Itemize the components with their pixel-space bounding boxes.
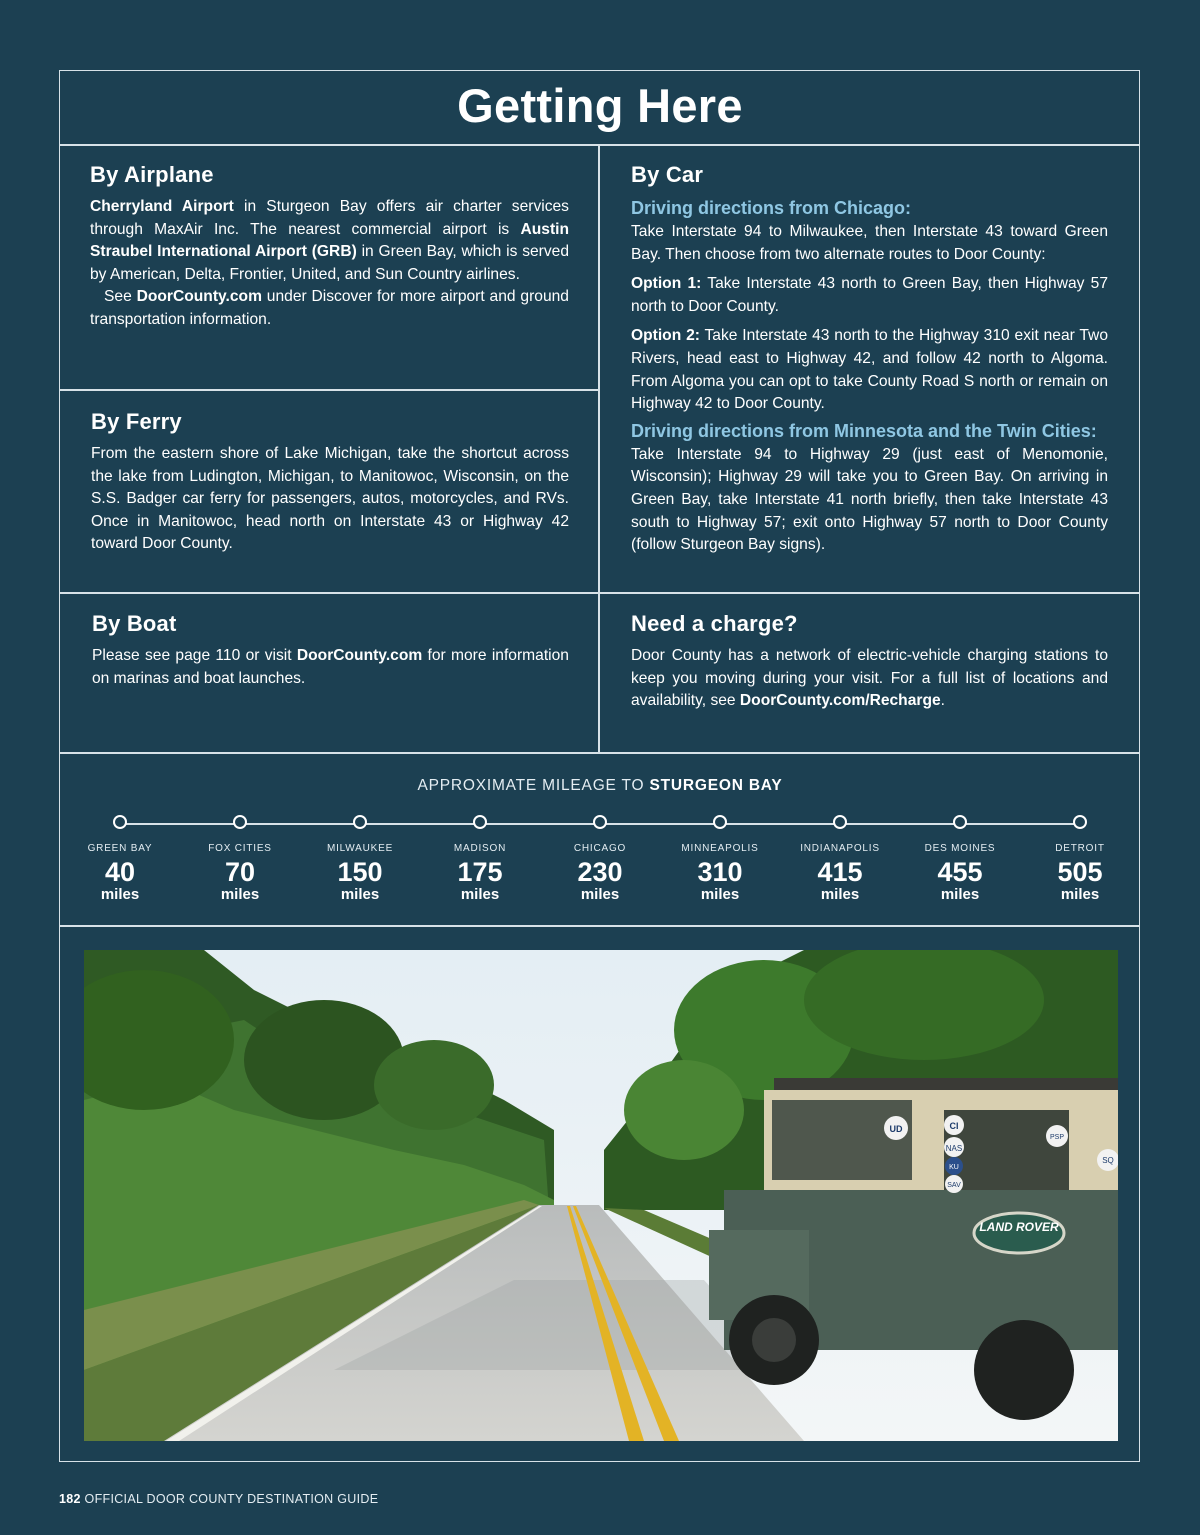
mileage-heading: APPROXIMATE MILEAGE TO STURGEON BAY [417, 777, 783, 794]
ferry-heading: By Ferry [91, 409, 182, 434]
stop-miles: 175 [457, 857, 503, 887]
section-airplane [90, 162, 569, 332]
section-charge [631, 611, 1108, 713]
stop-dot-icon [473, 815, 487, 829]
boat-paragraph: Please see page 110 or visit DoorCounty.com for more information on marinas and boat launches. [92, 647, 569, 687]
stop-city: MINNEAPOLIS [681, 843, 759, 854]
stop-miles: 40 [104, 857, 136, 887]
stop-unit: miles [460, 886, 500, 903]
section-boat [92, 611, 569, 690]
stop-miles: 230 [577, 857, 623, 887]
mileage-stop [900, 815, 1020, 902]
sticker-text: SAV [947, 1182, 961, 1189]
publication-name: OFFICIAL DOOR COUNTY DESTINATION GUIDE [84, 1492, 379, 1506]
mileage-stop [180, 815, 300, 902]
stop-dot-icon [953, 815, 967, 829]
vehicle-badge-text: LAND ROVER [979, 1220, 1059, 1234]
section-ferry [91, 409, 569, 556]
stop-dot-icon [593, 815, 607, 829]
divider-mileage-top [59, 752, 1140, 754]
stop-miles: 70 [224, 857, 256, 887]
car-heading: By Car [631, 162, 704, 187]
stop-dot-icon [1073, 815, 1087, 829]
doorcounty-link[interactable]: DoorCounty.com [296, 647, 423, 664]
stop-miles: 150 [337, 857, 383, 887]
stop-miles: 455 [937, 857, 983, 887]
charge-paragraph: Door County has a network of electric-vehicle charging stations to keep you moving during your visit. For a full list of locations and availability, see DoorCounty.com/Recharge. [631, 647, 1108, 710]
section-car [631, 162, 1108, 557]
stop-dot-icon [353, 815, 367, 829]
stop-dot-icon [233, 815, 247, 829]
stop-city: CHICAGO [573, 843, 627, 854]
page-title: Getting Here [457, 79, 743, 132]
sticker-text: UD [889, 1124, 903, 1134]
stop-unit: miles [340, 886, 380, 903]
boat-heading: By Boat [92, 611, 177, 636]
divider-title [59, 144, 1140, 146]
stop-dot-icon [113, 815, 127, 829]
stop-unit: miles [100, 886, 140, 903]
minnesota-directions-heading: Driving directions from Minnesota and the Twin Cities: [631, 420, 1097, 441]
stop-city: GREEN BAY [87, 843, 153, 854]
airplane-paragraph-2: See DoorCounty.com under Discover for more airport and ground transportation information. [90, 288, 569, 328]
mileage-stop [420, 815, 540, 902]
mileage-stop [1020, 815, 1140, 902]
charge-heading: Need a charge? [631, 611, 798, 636]
ferry-paragraph: From the eastern shore of Lake Michigan, take the shortcut across the lake from Ludington, Michigan, to Manitowoc, Wisconsin, on the S.S. Badger car ferry for passengers, autos, motorcycles, and RVs. Once in Manitowoc, head north on Interstate 43 or Highway 42 toward Door County. [91, 445, 569, 553]
stop-unit: miles [940, 886, 980, 903]
minnesota-directions-text: Take Interstate 94 to Highway 29 (just east of Menomonie, Wisconsin); Highway 29 will take you to Green Bay. On arriving in Green Bay, take Interstate 41 north briefly, then take Interstate 43 south to Highway 57; exit onto Highway 57 north to Door County (follow Sturgeon Bay signs). [631, 445, 1108, 554]
sticker-text: KU [949, 1164, 959, 1171]
stop-unit: miles [820, 886, 860, 903]
road-photo [84, 950, 1118, 1441]
mileage-stop [660, 815, 780, 902]
stop-city: DES MOINES [924, 843, 996, 854]
option-2: Option 2: Take Interstate 43 north to the Highway 310 exit near Two Rivers, head east to Highway 42, and follow 42 north to Algoma. From Algoma you can opt to take County Road S north or remain on Highway 42 to Door County. [631, 327, 1108, 413]
sticker-text: CI [949, 1121, 959, 1131]
page-number: 182 [59, 1492, 81, 1506]
option-1: Option 1: Take Interstate 43 north to Green Bay, then Highway 57 north to Door County. [631, 275, 1108, 315]
airplane-paragraph-1: Cherryland Airport in Sturgeon Bay offers air charter services through MaxAir Inc. The nearest commercial airport is Austin Straubel International Airport (GRB) in Green Bay, which is served by American, Delta, Frontier, United, and Sun Country airlines. [90, 198, 570, 283]
stop-dot-icon [713, 815, 727, 829]
mileage-stop [540, 815, 660, 902]
sticker-text: SQ [1102, 1156, 1114, 1165]
mileage-stop [60, 815, 180, 902]
chicago-directions-heading: Driving directions from Chicago: [631, 198, 912, 218]
stop-city: MILWAUKEE [326, 843, 394, 854]
stop-dot-icon [833, 815, 847, 829]
stop-unit: miles [700, 886, 740, 903]
stop-city: MADISON [453, 843, 507, 854]
stop-city: FOX CITIES [208, 843, 272, 854]
stop-city: INDIANAPOLIS [800, 843, 880, 854]
divider-airplane-ferry [59, 389, 599, 391]
divider-columns [598, 144, 600, 753]
sticker-text: NAS [945, 1144, 963, 1153]
stop-miles: 415 [817, 857, 863, 887]
stop-unit: miles [580, 886, 620, 903]
divider-mileage-bottom [59, 925, 1140, 927]
sticker-text: PSP [1049, 1134, 1065, 1141]
recharge-link[interactable]: DoorCounty.com/Recharge [739, 692, 941, 710]
stop-city: DETROIT [1055, 843, 1105, 854]
doorcounty-link[interactable]: DoorCounty.com [136, 288, 262, 306]
mileage-stop [780, 815, 900, 902]
stop-unit: miles [1060, 886, 1100, 903]
stop-miles: 310 [697, 857, 743, 887]
page-footer [59, 1492, 378, 1506]
road-photo-illustration [84, 950, 1118, 1441]
mileage-stop [300, 815, 420, 902]
airplane-heading: By Airplane [90, 162, 214, 187]
divider-middle [59, 592, 1140, 594]
stop-unit: miles [220, 886, 260, 903]
stop-miles: 505 [1057, 857, 1103, 887]
chicago-directions-text: Take Interstate 94 to Milwaukee, then Interstate 43 toward Green Bay. Then choose from two alternate routes to Door County: [631, 223, 1108, 263]
